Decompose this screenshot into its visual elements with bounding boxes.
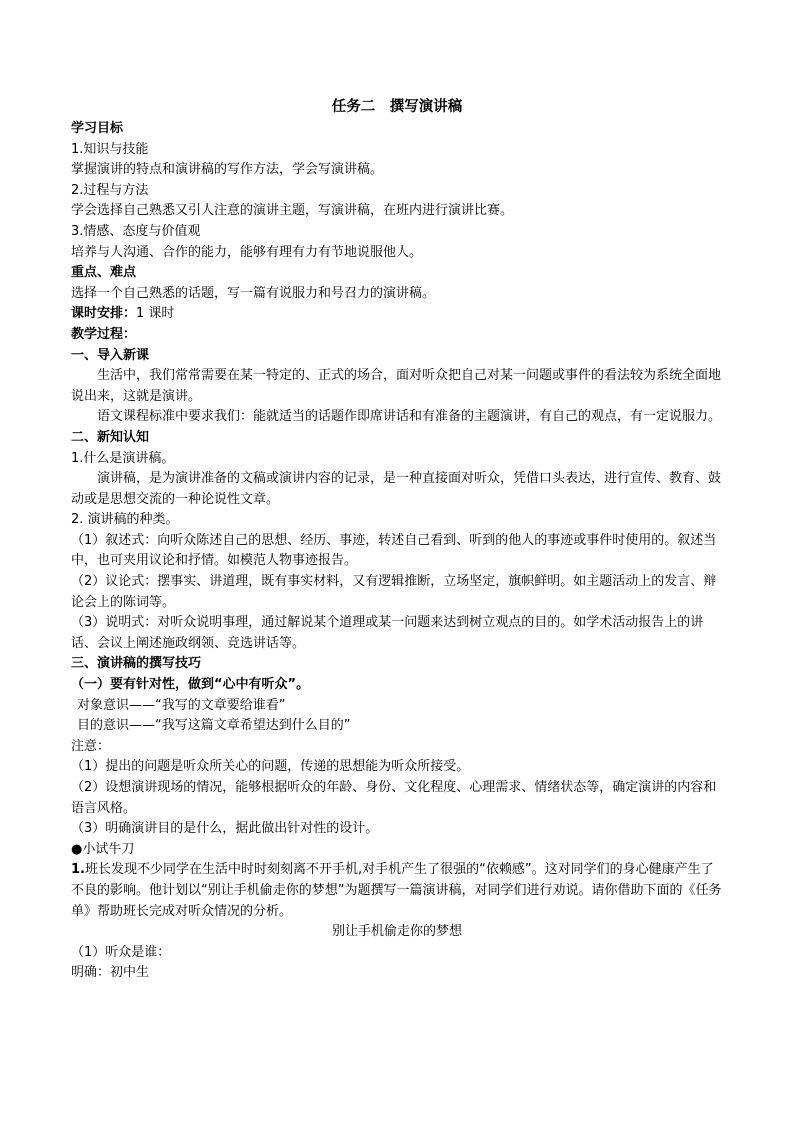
section3-heading: 三、演讲稿的撰写技巧 <box>71 656 202 672</box>
goal1-heading: 1.知识与技能 <box>71 141 149 157</box>
note2: （2）设想演讲现场的情况，能够根据听众的年龄、身份、文化程度、心理需求、情绪状态等，确定演讲的内容和语言风格。 <box>71 780 717 816</box>
awareness-purpose: 目的意识——“我写这篇文章希望达到什么目的” <box>77 718 351 734</box>
process-heading: 教学过程： <box>71 326 137 342</box>
document-page <box>71 96 723 984</box>
awareness-target: 对象意识——“我写的文章要给谁看” <box>77 697 286 713</box>
speech-type2: （2）议论式：摆事实、讲道理，既有事实材料，又有逻辑推断，立场坚定，旗帜鲜明。如主题活动上的发言、辩论会上的陈词等。 <box>71 574 717 610</box>
schedule-line <box>71 304 723 325</box>
goals-heading: 学习目标 <box>71 121 124 136</box>
note3: （3）明确演讲目的是什么，据此做出针对性的设计。 <box>71 821 379 837</box>
question-audience: （1）听众是谁： <box>71 944 171 960</box>
section2-question1: 1.什么是演讲稿。 <box>71 450 175 466</box>
section1-heading: 一、导入新课 <box>71 347 150 363</box>
section1-paragraph2: 语文课程标准中要求我们：能就适当的话题作即席讲话和有准备的主题演讲，有自己的观点，有一定说服力。 <box>97 409 722 425</box>
section2-paragraph1: 演讲稿，是为演讲准备的文稿或演讲内容的记录，是一种直接面对听众，凭借口头表达，进行宣传、教育、鼓动或是思想交流的一种论说性文章。 <box>71 471 722 507</box>
speech-title: 别让手机偷走你的梦想 <box>331 924 462 940</box>
schedule-label: 课时安排： <box>71 306 137 322</box>
note-heading: 注意： <box>71 738 111 754</box>
schedule-value: 1 课时 <box>136 306 175 322</box>
speech-type3: （3）说明式：对听众说明事理，通过解说某个道理或某一问题来达到树立观点的目的。如学术活动报告上的讲话、会议上阐述施政纲领、竞选讲话等。 <box>71 615 704 651</box>
section1-paragraph1: 生活中，我们常常需要在某一特定的、正式的场合，面对听众把自己对某一问题或事件的看法较为系统全面地说出来，这就是演讲。 <box>71 368 722 404</box>
goal3-heading: 3.情感、态度与价值观 <box>71 223 201 239</box>
trial-text: 班长发现不少同学在生活中时时刻刻离不开手机,对手机产生了很强的“依赖感”。这对同学们的身心健康产生了不良的影响。他计划以“别让手机偷走你的梦想”为题撰写一篇演讲稿，对同学们进行劝说。请你借助下面的《任务单》帮助班长完成对听众情况的分析。 <box>71 862 722 919</box>
answer-line: 明确：初中生 <box>71 965 150 981</box>
section3-sub1: （一）要有针对性，做到“心中有听众”。 <box>71 677 310 693</box>
goal2-text: 学会选择自己熟悉又引人注意的演讲主题，写演讲稿，在班内进行演讲比赛。 <box>71 203 514 219</box>
trial-paragraph <box>71 860 723 922</box>
goal2-heading: 2.过程与方法 <box>71 182 149 198</box>
section2-heading: 二、新知认知 <box>71 429 150 445</box>
note1: （1）提出的问题是听众所关心的问题，传递的思想能为听众所接受。 <box>71 759 470 775</box>
goal1-text: 掌握演讲的特点和演讲稿的写作方法，学会写演讲稿。 <box>71 162 384 178</box>
key-text: 选择一个自己熟悉的话题，写一篇有说服力和号召力的演讲稿。 <box>71 285 436 301</box>
key-heading: 重点、难点 <box>71 265 137 281</box>
speech-type1: （1）叙述式：向听众陈述自己的思想、经历、事迹，转述自己看到、听到的他人的事迹或事件时使用的。叙述当中，也可夹用议论和抒情。如模范人物事迹报告。 <box>71 532 717 569</box>
page-title: 任务二 撰写演讲稿 <box>331 99 463 115</box>
goal3-text: 培养与人沟通、合作的能力，能够有理有力有节地说服他人。 <box>71 244 423 260</box>
trial-heading: ●小试牛刀 <box>71 841 135 857</box>
trial-number: 1. <box>71 862 85 878</box>
section2-question2: 2. 演讲稿的种类。 <box>71 512 179 528</box>
